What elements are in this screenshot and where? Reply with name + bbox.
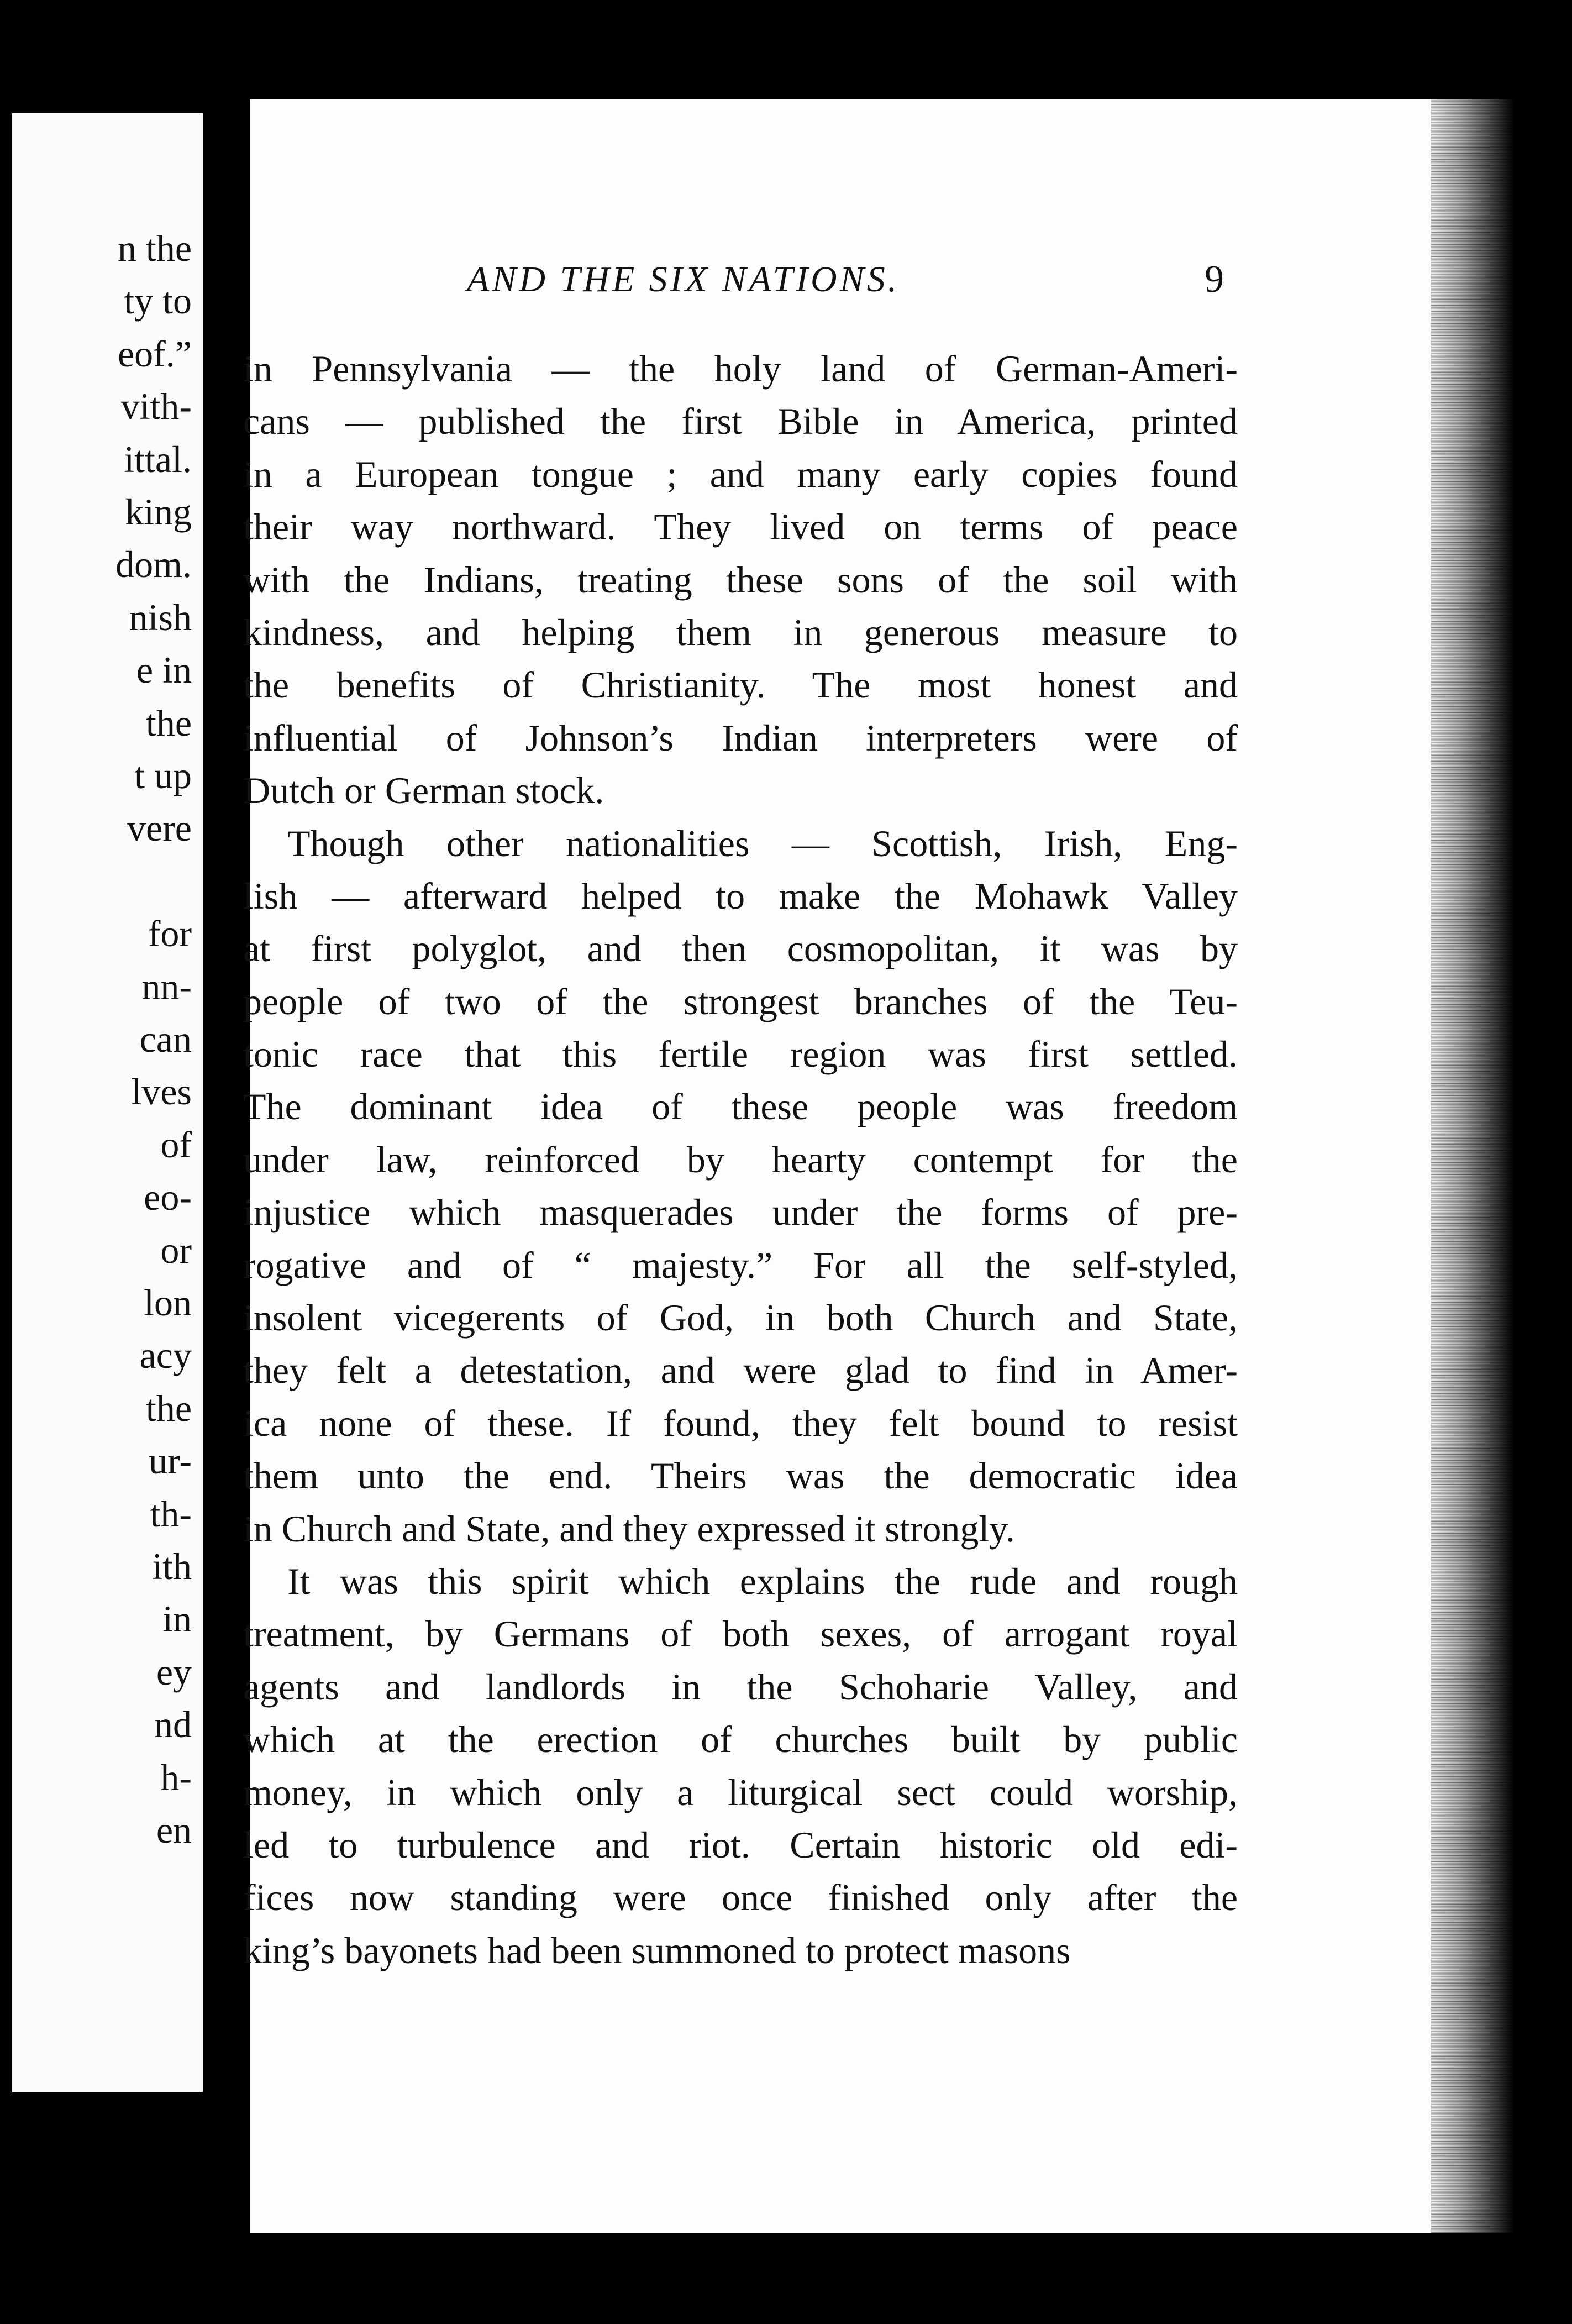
facing-page-fragment: dom.	[115, 543, 192, 586]
facing-page-fragment: ittal.	[124, 438, 192, 480]
text-line: Dutch or German stock.	[243, 769, 604, 812]
facing-page-fragment: ith	[152, 1545, 192, 1587]
text-line: rogative and of “ majesty.” For all the self-styled,	[243, 1244, 1238, 1286]
facing-page-fragment: lves	[131, 1071, 192, 1113]
text-line: in Pennsylvania — the holy land of German-Ameri-	[243, 348, 1238, 390]
facing-page-fragment: king	[125, 491, 192, 533]
facing-page-fragment: lon	[144, 1282, 192, 1324]
facing-page-fragment: the	[145, 1387, 192, 1429]
text-line: king’s bayonets had been summoned to protect masons	[243, 1929, 1071, 1971]
text-line: injustice which masquerades under the forms of pre-	[243, 1191, 1238, 1234]
facing-page-fragment: e in	[136, 649, 192, 691]
facing-page-fragment: of	[160, 1123, 192, 1166]
facing-page-fragment: the	[145, 701, 192, 744]
text-line: Though other nationalities — Scottish, Irish, Eng-	[287, 822, 1238, 864]
text-line: kindness, and helping them in generous measure to	[243, 611, 1238, 653]
text-line: their way northward. They lived on terms of peace	[243, 506, 1238, 548]
facing-page-fragment: vith-	[120, 385, 192, 428]
text-line: them unto the end. Theirs was the democratic idea	[243, 1455, 1238, 1497]
text-line: people of two of the strongest branches of the Teu-	[243, 980, 1238, 1022]
text-line: led to turbulence and riot. Certain historic old edi-	[243, 1823, 1238, 1866]
text-line: The dominant idea of these people was freedom	[243, 1085, 1238, 1128]
text-line: at first polyglot, and then cosmopolitan, it was by	[243, 927, 1238, 970]
facing-page-fragment: nd	[154, 1703, 192, 1746]
text-line: which at the erection of churches built by public	[243, 1718, 1238, 1761]
text-line: they felt a detestation, and were glad to find in Amer-	[243, 1349, 1238, 1392]
paragraph	[243, 343, 1238, 817]
text-line: the benefits of Christianity. The most honest and	[243, 664, 1238, 706]
facing-page-fragment: for	[148, 912, 192, 955]
text-line: fices now standing were once finished only after the	[243, 1876, 1238, 1919]
facing-page-sliver	[12, 113, 203, 2092]
text-line: It was this spirit which explains the rude and rough	[287, 1560, 1238, 1602]
facing-page-fragment: h-	[160, 1756, 192, 1798]
text-line: in a European tongue ; and many early copies found	[243, 453, 1238, 495]
running-header: AND THE SIX NATIONS.	[467, 259, 900, 300]
facing-page-fragment: can	[139, 1018, 192, 1060]
text-line: money, in which only a liturgical sect could worship,	[243, 1771, 1238, 1813]
body-text	[243, 343, 1238, 1977]
facing-page-fragment: en	[156, 1809, 192, 1851]
facing-page-fragment: acy	[139, 1334, 192, 1377]
text-line: under law, reinforced by hearty contempt for the	[243, 1138, 1238, 1181]
facing-page-fragment: eo-	[144, 1176, 192, 1219]
facing-page-fragment: nn-	[141, 965, 192, 1008]
facing-page-fragment: th-	[150, 1492, 192, 1535]
text-line: ica none of these. If found, they felt bound to resist	[243, 1402, 1238, 1444]
text-line: insolent vicegerents of God, in both Church and State,	[243, 1297, 1238, 1339]
facing-page-fragment: n the	[117, 227, 192, 269]
text-line: in Church and State, and they expressed it strongly.	[243, 1507, 1015, 1550]
facing-page-fragment: ty to	[124, 280, 192, 322]
paragraph	[243, 1555, 1238, 1977]
facing-page-fragment: in	[162, 1598, 192, 1640]
text-line: with the Indians, treating these sons of the soil with	[243, 558, 1238, 601]
facing-page-fragment: ur-	[149, 1440, 192, 1482]
facing-page-fragment: ey	[156, 1650, 192, 1693]
paragraph	[243, 817, 1238, 1555]
text-line: treatment, by Germans of both sexes, of arrogant royal	[243, 1613, 1238, 1655]
page-number: 9	[1205, 258, 1224, 301]
facing-page-fragment: t up	[134, 754, 192, 796]
text-line: influential of Johnson’s Indian interpreters were of	[243, 716, 1238, 759]
text-line: lish — afterward helped to make the Mohawk Valley	[243, 874, 1238, 917]
text-line: agents and landlords in the Schoharie Valley, and	[243, 1665, 1238, 1708]
facing-page-fragment: or	[160, 1229, 192, 1271]
facing-page-fragment: eof.”	[117, 332, 192, 375]
text-line: cans — published the first Bible in America, printed	[243, 400, 1238, 443]
text-line: tonic race that this fertile region was first settled.	[243, 1033, 1238, 1076]
page-edge-shadow	[1431, 99, 1514, 2233]
facing-page-fragment: vere	[127, 807, 192, 849]
facing-page-fragment: nish	[129, 596, 192, 638]
